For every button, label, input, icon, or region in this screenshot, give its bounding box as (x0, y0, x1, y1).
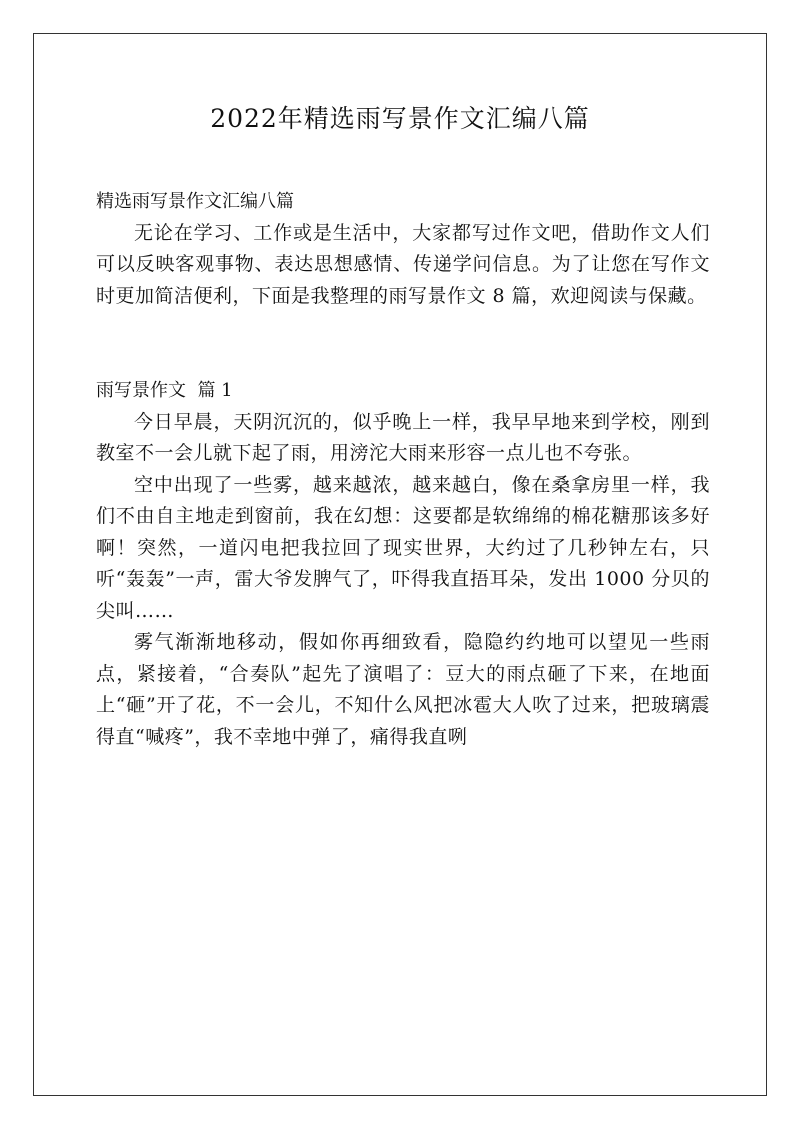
essay-paragraph-2: 空中出现了一些雾，越来越浓，越来越白，像在桑拿房里一样，我们不由自主地走到窗前，我在幻想：这要都是软绵绵的棉花糖那该多好啊！突然，一道闪电把我拉回了现实世界，大约过了几秒钟左右，只听“轰轰”一声，雷大爷发脾气了，吓得我直捂耳朵，发出 1000 分贝的尖叫…… (96, 473, 710, 622)
intro-paragraph: 无论在学习、工作或是生活中，大家都写过作文吧，借助作文人们可以反映客观事物、表达思想感情、传递学问信息。为了让您在写作文时更加简洁便利，下面是我整理的雨写景作文 8 篇，欢迎阅读与保藏。 (96, 221, 710, 307)
essay-heading: 雨写景作文 篇 1 (96, 380, 233, 401)
essay-paragraph-3: 雾气渐渐地移动，假如你再细致看，隐隐约约地可以望见一些雨点，紧接着，“合奏队”起先了演唱了：豆大的雨点砸了下来，在地面上“砸”开了花，不一会儿，不知什么风把冰雹大人吹了过来，把玻璃震得直“喊疼”，我不幸地中弹了，痛得我直咧 (96, 631, 710, 748)
document-body (96, 186, 710, 753)
intro-heading: 精选雨写景作文汇编八篇 (96, 191, 294, 212)
essay-paragraph-1: 今日早晨，天阴沉沉的，似乎晚上一样，我早早地来到学校，刚到教室不一会儿就下起了雨，用滂沱大雨来形容一点儿也不夸张。 (96, 410, 710, 464)
section-spacer (96, 312, 710, 375)
document-title: 2022年精选雨写景作文汇编八篇 (210, 104, 590, 133)
